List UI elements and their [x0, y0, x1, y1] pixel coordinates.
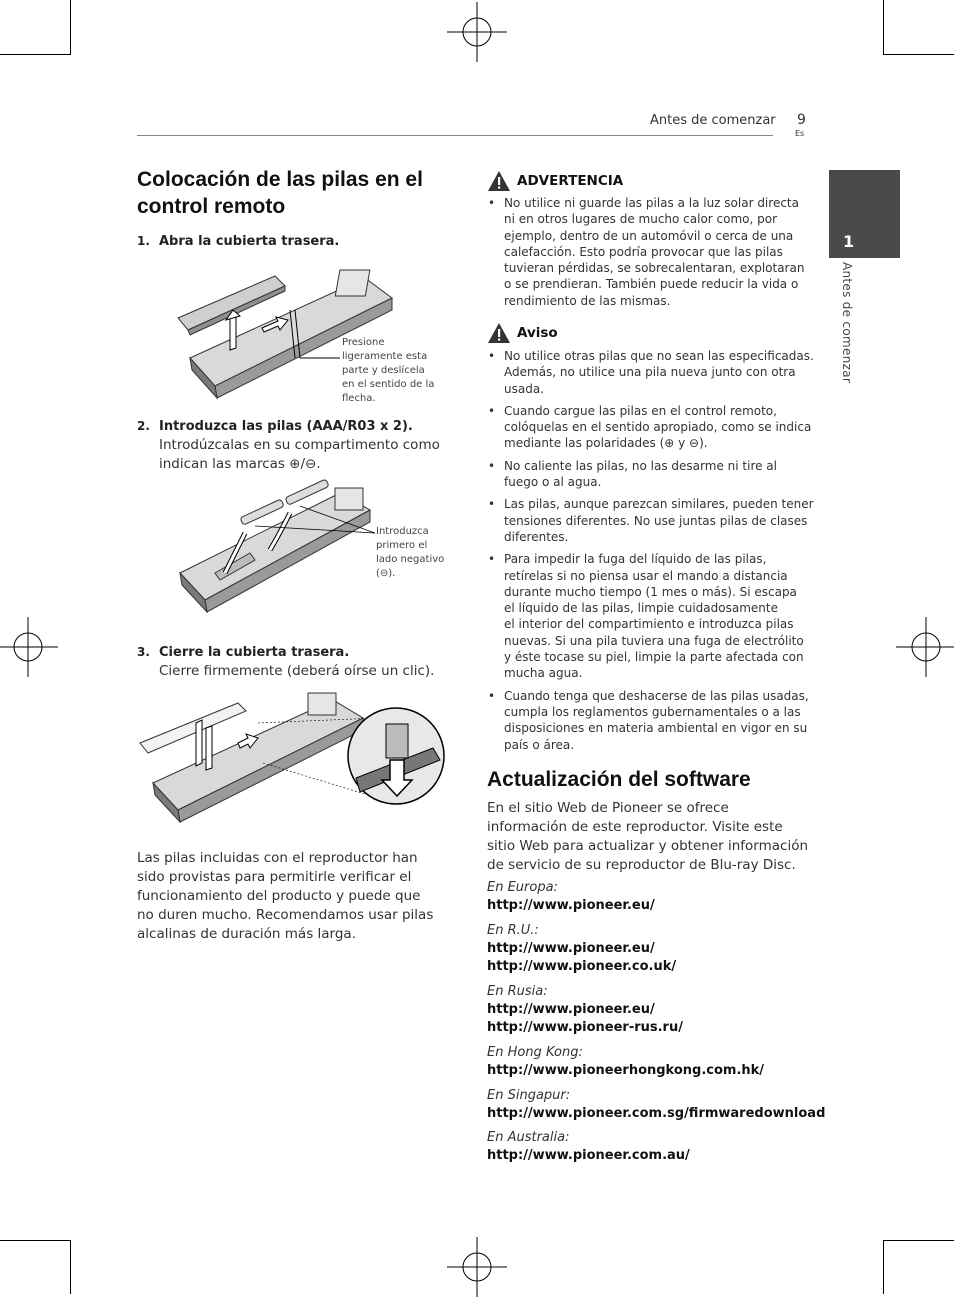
registration-mark-icon — [0, 617, 58, 677]
software-intro: En el sitio Web de Pioneer se ofrece información de este reproductor. Visite este sitio Web para actualizar y obtener información de servicio de su reproductor de Blu-ray Disc. — [487, 800, 809, 873]
section-title-software: Actualización del software — [487, 768, 751, 791]
support-link[interactable]: http://www.pioneer-rus.ru/ — [487, 1020, 683, 1035]
list-item: • Las pilas, aunque parezcan similares, pueden tener tensiones diferentes. No use juntas pilas de clases diferentes. — [487, 496, 817, 545]
crop-mark — [70, 1240, 71, 1294]
crop-mark — [884, 1240, 954, 1241]
chapter-tab — [829, 170, 900, 258]
step-1: 1. Abra la cubierta trasera. — [137, 234, 340, 249]
section-title-batteries: Colocación de las pilas en el control remoto — [137, 168, 423, 218]
remote-close-cover-illustration — [138, 688, 448, 823]
support-link[interactable]: http://www.pioneer.eu/ — [487, 941, 655, 956]
region-label: En Singapur: — [487, 1088, 571, 1103]
list-item: • Cuando tenga que deshacerse de las pilas usadas, cumpla los reglamentos gubernamentales o a las disposiciones en materia ambiental en vigor en su país o área. — [487, 688, 817, 753]
battery-note: Las pilas incluidas con el reproductor han sido provistas para permitirle verificar el funcionamiento del producto y puede que no duren mucho. Recomendamos usar pilas alcalinas de duración más larga. — [137, 850, 434, 942]
crop-mark — [883, 0, 884, 55]
header-divider — [137, 135, 773, 136]
list-item: • No caliente las pilas, no las desarme ni tire al fuego o al agua. — [487, 458, 817, 491]
support-link[interactable]: http://www.pioneerhongkong.com.hk/ — [487, 1063, 765, 1078]
support-link[interactable]: http://www.pioneer.com.sg/firmwaredownload — [487, 1106, 826, 1121]
step-3: 3. Cierre la cubierta trasera. Cierre firmemente (deberá oírse un clic). — [137, 645, 435, 679]
chapter-number: 1 — [843, 232, 855, 251]
support-link[interactable]: http://www.pioneer.eu/ — [487, 898, 655, 913]
crop-mark — [883, 1240, 884, 1294]
callout-open-cover: Presione ligeramente esta parte y deslícela en el sentido de la flecha. — [342, 337, 435, 404]
crop-mark — [70, 0, 71, 55]
region-label: En R.U.: — [487, 923, 539, 938]
language-code: Es — [795, 129, 805, 138]
chapter-tab-label: Antes de comenzar — [840, 262, 854, 384]
list-item: • No utilice ni guarde las pilas a la luz solar directa ni en otros lugares de mucho calor como, por ejemplo, dentro de un automóvil o cerca de una calefacción. Esto podría provocar que las pilas tuvieran pérdidas, se sobrecalentaran, explotaran o se prendieran. También puede reducir la vida o rendimiento de las mismas. — [487, 195, 817, 309]
list-item: • No utilice otras pilas que no sean las especificadas. Además, no utilice una pila nueva junto con otra usada. — [487, 348, 817, 397]
crop-mark — [0, 1240, 70, 1241]
support-link[interactable]: http://www.pioneer.eu/ — [487, 1002, 655, 1017]
page-number: 9 — [797, 112, 806, 128]
warning-list — [487, 195, 817, 315]
caution-list — [487, 348, 817, 759]
crop-mark — [884, 54, 954, 55]
caution-heading: Aviso — [487, 322, 558, 344]
list-item: • Para impedir la fuga del líquido de las pilas, retírelas si no piensa usar el mando a distancia durante mucho tiempo (1 mes o más). Si escapa el líquido de las pilas, limpie cuidadosamente el interior del compartimiento e introduzca pilas nuevas. Si una pila tuviera una fuga de electrólito y éste tocase su piel, limpie la parte afectada con mucha agua. — [487, 551, 817, 681]
region-label: En Australia: — [487, 1130, 570, 1145]
region-label: En Rusia: — [487, 984, 548, 999]
caution-triangle-icon — [487, 322, 511, 344]
region-label: En Europa: — [487, 880, 558, 895]
header-section-title: Antes de comenzar — [650, 113, 776, 128]
registration-mark-icon — [447, 2, 507, 62]
support-link[interactable]: http://www.pioneer.co.uk/ — [487, 959, 677, 974]
step-2: 2. Introduzca las pilas (AAA/R03 x 2). Introdúzcalas en su compartimento como indican las marcas ⊕/⊖. — [137, 419, 440, 472]
remote-insert-batteries-illustration — [175, 478, 375, 613]
crop-mark — [0, 54, 70, 55]
warning-heading: ADVERTENCIA — [487, 170, 623, 192]
warning-triangle-icon — [487, 170, 511, 192]
registration-mark-icon — [896, 617, 954, 677]
registration-mark-icon — [447, 1237, 507, 1297]
support-link[interactable]: http://www.pioneer.com.au/ — [487, 1148, 690, 1163]
region-label: En Hong Kong: — [487, 1045, 583, 1060]
list-item: • Cuando cargue las pilas en el control remoto, colóquelas en el sentido apropiado, como se indica mediante las polaridades (⊕ y ⊖). — [487, 403, 817, 452]
callout-insert-batteries: Introduzca primero el lado negativo (⊖). — [376, 526, 445, 579]
